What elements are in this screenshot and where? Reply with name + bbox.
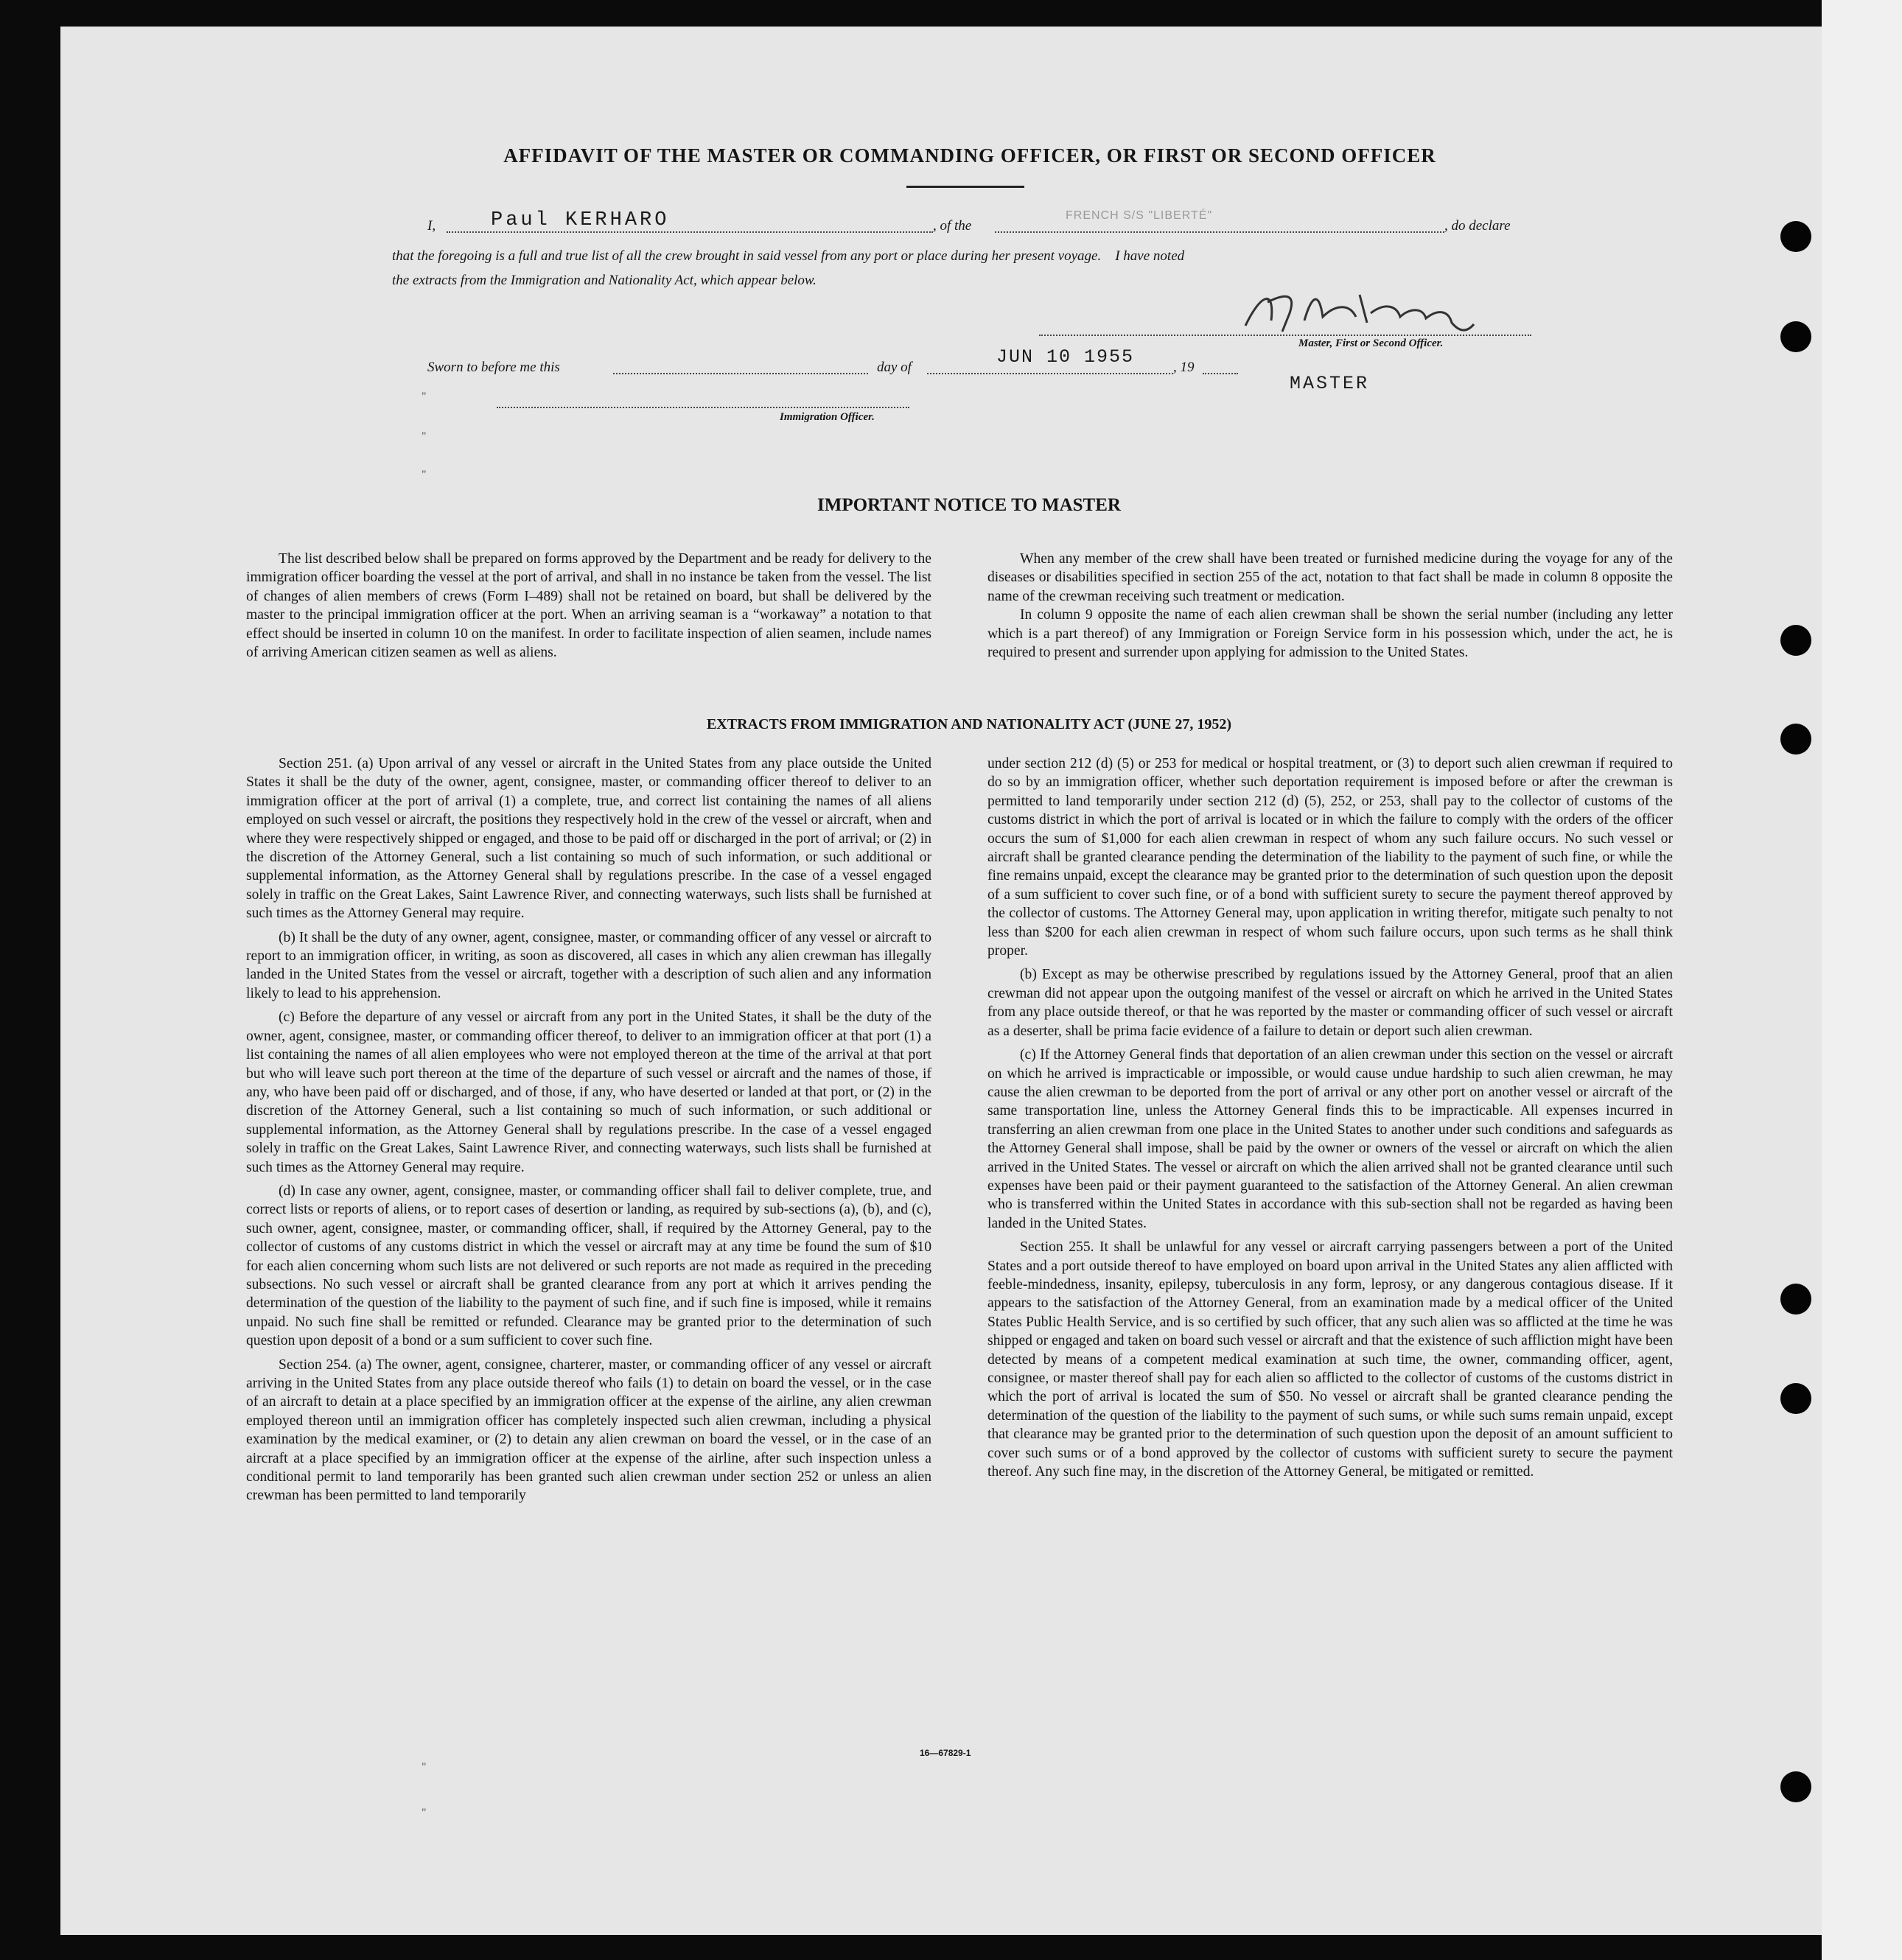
master-signature bbox=[1238, 280, 1489, 339]
punch-hole bbox=[1780, 321, 1811, 352]
sworn-day-line bbox=[613, 373, 868, 374]
ditto-mark: " bbox=[422, 1807, 427, 1819]
notice-left-paragraph: The list described below shall be prepared on forms approved by the Department and be ready for delivery to the immigration officer boarding the vessel at the port of arrival, and shall in no instance be taken from the vessel. The list of changes of alien members of crews (Form I–489) shall not be retained on board, but shall be delivered by the master to the principal immigration officer at the port. When an arriving seaman is a “workaway” a notation to that effect should be inserted in column 10 on the manifest. In order to facilitate inspection of alien seamen, include names of arriving American citizen seamen as well as aliens. bbox=[246, 551, 931, 661]
section-254-c: (c) If the Attorney General finds that deportation of an alien crewman under this section on the vessel or aircraft on which he arrived is impracticable or impossible, or would cause undue hardship to such alien crewman, he may cause the alien crewman to be deported from the port of arrival or any other port on another vessel or aircraft of the same transportation line, unless the Attorney General finds this to be impracticable. All expenses incurred in transferring an alien crewman from one place in the United States to another under such conditions and safeguards as the Attorney General shall impose, shall be paid by the owner or owners of the vessel or aircraft on which the alien arrived in the United States. The vessel or aircraft on which the alien arrived shall not be granted clearance until such expenses have been paid or their payment guaranteed to the satisfaction of the Attorney General. An alien crewman who is transferred within the United States in accordance with this sub-section shall not be regarded as having been landed in the United States. bbox=[987, 1047, 1673, 1231]
notice-title: IMPORTANT NOTICE TO MASTER bbox=[817, 495, 1121, 515]
extracts-right-column bbox=[987, 755, 1673, 1486]
section-254-a-continued: under section 212 (d) (5) or 253 for medical or hospital treatment, or (3) to deport such alien crewman if required to do so by an immigration officer, whether such deportation requirement is imposed before or after the crewman is permitted to land temporarily under section 212 (d) (5), 252, or 253, shall pay to the collector of customs of the customs district in which the port of arrival is located or in which the failure to comply with the orders of the officer occurs the sum of $1,000 for each alien crewman in respect of whom any such failure occurs. No such vessel or aircraft shall be granted clearance pending the determination of the liability to the payment of such fine, or while the fine remains unpaid, except the clearance may be granted prior to the determination of such question upon the deposit of a sum sufficient to cover such fine, or of a bond with sufficient surety to secure the payment thereof approved by the collector of customs. The Attorney General may, upon application in writing therefor, mitigate such penalty to not less than $200 for each alien crewman in respect of whom such failure occurs, upon such terms as he shall think proper. bbox=[987, 756, 1673, 959]
extracts-title: EXTRACTS FROM IMMIGRATION AND NATIONALITY ACT (JUNE 27, 1952) bbox=[706, 716, 1232, 732]
of-the-label: , of the bbox=[933, 218, 972, 234]
master-name: Paul KERHARO bbox=[491, 209, 670, 231]
sworn-label: Sworn to before me this bbox=[427, 360, 560, 375]
section-254-a: Section 254. (a) The owner, agent, consignee, charterer, master, or commanding officer of any vessel or aircraft arriving in the United States from any place outside thereof who fails (1) to detain on board the vessel, or in the case of an aircraft to detain at a place specified by an immigration officer at the expense of the airline, any alien crewman employed thereon until an immigration officer has completely inspected such alien crewman, including a physical examination by the medical examiner, or (2) to detain any alien crewman on board the vessel, or in the case of an aircraft at a place specified by an immigration officer at the expense of the airline, after such inspection unless a conditional permit to land temporarily has been granted such alien crewman under section 252 or unless an alien crewman has been permitted to land temporarily bbox=[246, 1357, 931, 1504]
vessel-line bbox=[995, 231, 1444, 233]
punch-hole bbox=[1780, 724, 1811, 755]
declaration-line-1: that the foregoing is a full and true list of all the crew brought in said vessel from any port or place during her present voyage. I have noted bbox=[392, 248, 1185, 264]
punch-hole bbox=[1780, 221, 1811, 252]
title-rule bbox=[906, 186, 1024, 188]
extracts-left-column bbox=[246, 755, 931, 1511]
affidavit-title: AFFIDAVIT OF THE MASTER OR COMMANDING OFFICER, OR FIRST OR SECOND OFFICER bbox=[503, 144, 1436, 167]
name-line bbox=[447, 231, 933, 233]
ditto-mark: " bbox=[422, 1761, 427, 1774]
section-254-b: (b) Except as may be otherwise prescribed by regulations issued by the Attorney General, proof that an alien crewman did not appear upon the outgoing manifest of the vessel or aircraft on which he arrived in the United States from any place outside thereof, or that he was reported by the master or commanding officer of such vessel or aircraft as a deserter, shall be prima facie evidence of a failure to detain or deport such alien crewman. bbox=[987, 967, 1673, 1039]
officer-caption: Immigration Officer. bbox=[780, 411, 875, 423]
vessel-name: FRENCH S/S "LIBERTÉ" bbox=[1066, 209, 1213, 222]
punch-hole bbox=[1780, 1284, 1811, 1315]
year-label: , 19 bbox=[1173, 360, 1195, 375]
punch-hole bbox=[1780, 625, 1811, 656]
officer-line bbox=[497, 407, 909, 408]
ditto-mark: " bbox=[422, 430, 427, 443]
sworn-month-line bbox=[927, 373, 1173, 374]
signature-line bbox=[1039, 335, 1531, 336]
section-251-b: (b) It shall be the duty of any owner, agent, consignee, master, or commanding officer of any vessel or aircraft to report to an immigration officer, in writing, as soon as discovered, all cases in which any alien crewman has illegally landed in the United States from the vessel or aircraft, together with a description of such alien and any information likely to lead to his apprehension. bbox=[246, 929, 931, 1001]
section-251-c: (c) Before the departure of any vessel or aircraft from any port in the United States, it shall be the duty of the owner, agent, consignee, master, or commanding officer thereof, to deliver to an immigration officer at that port (1) a list containing the names of all alien employees who were not employed thereon at the time of the arrival at that port but who will leave such port thereon at the time of the departure of such vessel or aircraft and the names of those, if any, who have been paid off or discharged, and of those, if any, who have deserted or landed at that port, or (2) in the discretion of the Attorney General, such a list containing so much of such information, or such additional or supplemental information, as the Attorney General shall by regulations prescribe. In the case of a vessel engaged solely in traffic on the Great Lakes, Saint Lawrence River, and connecting waterways, such lists shall be furnished at such times as the Attorney General may require. bbox=[246, 1009, 931, 1175]
year-line bbox=[1203, 373, 1238, 374]
form-number: 16—67829-1 bbox=[920, 1748, 971, 1758]
section-255: Section 255. It shall be unlawful for any vessel or aircraft carrying passengers between a port of the United States and a port outside thereof to have employed on board upon arrival in the United States any alien afflicted with feeble-mindedness, insanity, epilepsy, tuberculosis in any form, leprosy, or any dangerous contagious disease. If it appears to the satisfaction of the Attorney General, from an examination made by a medical officer of the United States Public Health Service, and is so certified by such officer, that any such alien was so afflicted at the time he was shipped or engaged and taken on board such vessel or aircraft and that the existence of such affliction might have been detected by means of a competent medical examination at such time, the owner, commanding officer, agent, consignee, or master thereof shall pay for each alien so afflicted to the collector of customs of the customs district in which the port of arrival is located the sum of $50. No vessel or aircraft shall be granted clearance pending the determination of the question of the liability to the payment of such sums, or while such sums remain unpaid, except that clearance may be granted prior to the determination of such question upon the deposit of an amount sufficient to cover such sums or of a bond approved by the collector of customs with sufficient surety to secure the payment thereof. Any such fine may, in the discretion of the Attorney General, be mitigated or remitted. bbox=[987, 1239, 1674, 1480]
date-stamp: JUN 10 1955 bbox=[996, 346, 1135, 368]
section-251-d: (d) In case any owner, agent, consignee, master, or commanding officer shall fail to deliver complete, true, and correct lists or reports of aliens, or to report cases of desertion or landing, as required by sub-sections (a), (b), and (c), such owner, agent, consignee, master, or commanding officer, shall, if required by the Attorney General, pay to the collector of customs of any customs district in which the vessel or aircraft may at any time be found the sum of $10 for each alien concerning whom such lists are not delivered or such reports are not made as required in the preceding subsections. No such vessel or aircraft shall be granted clearance from any port at which it arrives pending the determination of the question of the liability to the payment of such fine, and if such fine is imposed, while it remains unpaid. No such fine shall be remitted or refunded. Clearance may be granted prior to the determination of such question upon deposit of a bond or a sum sufficient to cover such fine. bbox=[246, 1183, 931, 1349]
punch-hole bbox=[1780, 1771, 1811, 1802]
ditto-mark: " bbox=[422, 391, 427, 403]
section-251-a: Section 251. (a) Upon arrival of any vessel or aircraft in the United States from any place outside the United States it shall be the duty of the owner, agent, consignee, master, or commanding officer thereof to deliver to an immigration officer at the port of arrival (1) a complete, true, and correct list containing the names of all aliens employed on such vessel or aircraft, the positions they respectively hold in the crew of the vessel or aircraft, when and where they were respectively shipped or engaged, and those to be paid off or discharged in the port of arrival; or (2) in the discretion of the Attorney General, such a list containing so much of such information, or such additional or supplemental information, as the Attorney General shall by regulations prescribe. In the case of a vessel engaged solely in traffic on the Great Lakes, Saint Lawrence River, and connecting waterways, such lists shall be furnished at such times as the Attorney General may require. bbox=[246, 756, 931, 922]
ditto-mark: " bbox=[422, 469, 427, 481]
punch-hole bbox=[1780, 1383, 1811, 1414]
notice-right-paragraph-2: In column 9 opposite the name of each alien crewman shall be shown the serial number (including any letter which is a part thereof) of any Immigration or Foreign Service form in his possession which, under the act, he is required to present and surrender upon applying for admission to the United States. bbox=[987, 607, 1673, 661]
page-edge bbox=[1822, 0, 1902, 1960]
day-of-label: day of bbox=[877, 360, 912, 375]
do-declare-label: , do declare bbox=[1444, 218, 1511, 234]
notice-left-column bbox=[246, 550, 931, 667]
i-label: I, bbox=[427, 218, 436, 234]
rank-stamp: MASTER bbox=[1290, 373, 1370, 394]
notice-right-column bbox=[987, 550, 1673, 667]
signer-caption: Master, First or Second Officer. bbox=[1298, 337, 1444, 349]
notice-right-paragraph-1: When any member of the crew shall have been treated or furnished medicine during the voyage for any of the diseases or disabilities specified in section 255 of the act, notation to that fact shall be made in column 8 opposite the name of the crewman receiving such treatment or medication. bbox=[987, 551, 1673, 604]
declaration-line-2: the extracts from the Immigration and Nationality Act, which appear below. bbox=[392, 273, 817, 288]
